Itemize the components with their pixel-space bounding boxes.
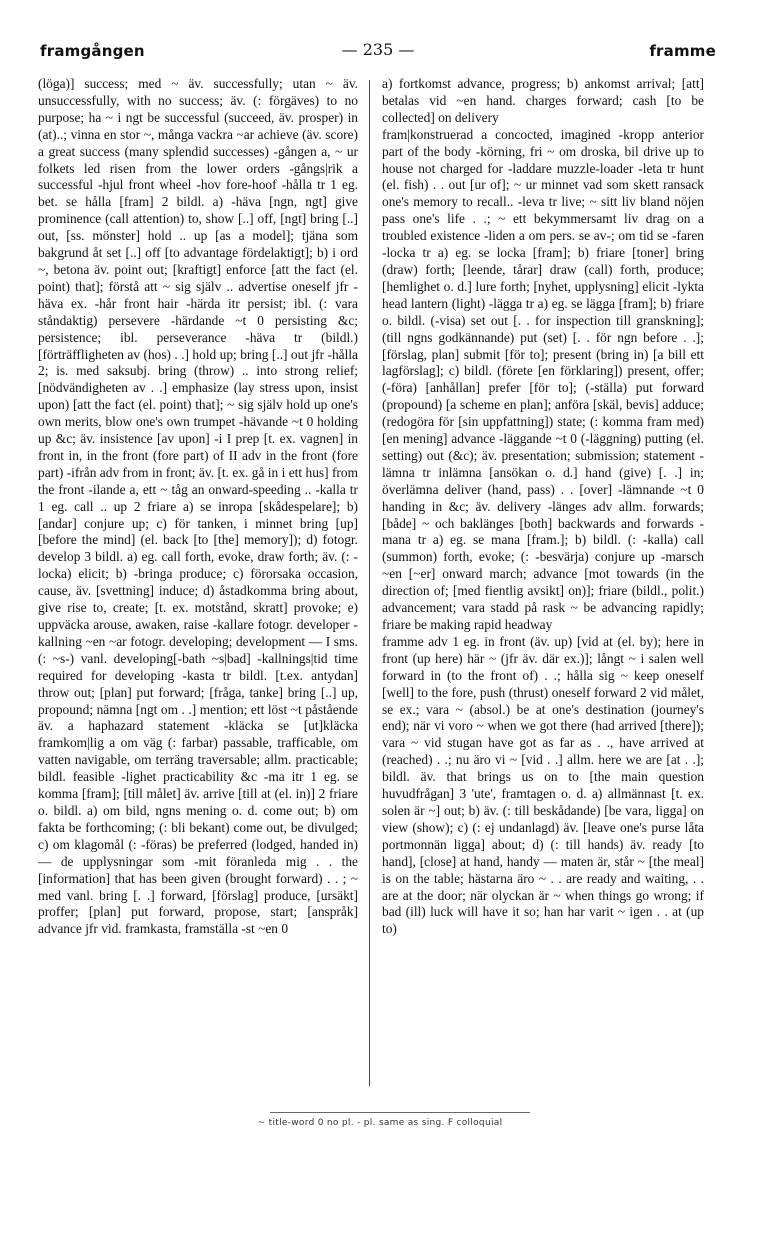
page-header [40, 42, 716, 64]
dictionary-entry-block: framme adv 1 eg. in front (äv. up) [vid at (el. by); here in front (up here) här ~ (jfr äv. där ex.)]; långt ~ i salen well forward in (to the front of) . .; hålla sig ~ keep oneself [well] to the fore, push (thrust) oneself forward 2 vid målet, se ex.; vara ~ (absol.) be at one's destination (journey's end); när vi voro ~ when we got there (had arrived [there]); vara ~ vid stugan have got as far as . ., have arrived at (reached) . .; nu äro vi ~ [vid . .] allm. here we are [at . .]; bildl. äv. that brings us on to [the main question huvudfrågan] 3 'ute', framtagen o. d. a) allmännast [t. ex. solen är ~] out; b) äv. (: till beskådande) [be vara, ligga] on view (show); c) (: ej undanlagd) äv. [leave one's purse låta portmonnän ligga] about; d) (: till hands) äv. ready [to hand], [close] at hand, handy — maten är, står ~ [the meal] is on the table; hästarna äro ~ . . are ready and waiting, . . are at the door; när olyckan är ~ when things go wrong; if bad (ill) luck will have it so; han har varit ~ igen . . at (up to) [382, 633, 704, 937]
left-running-headword: framgången [40, 42, 145, 60]
dictionary-entry-block: (löga)] success; med ~ äv. successfully; utan ~ äv. unsuccessfully, with no success; äv. (: förgäves) to no purpose; ha ~ i ngt be successful (succeed, äv. prosper) in (at)..; vinna en stor ~, många vackra ~ar achieve (äv. score) a great success (many splendid successes) -gången a, ~ ur folkets led risen from the lower orders -gångs|rik a successful -hjul front wheel -hov fore-hoof -hålla tr 1 eg. bet. se hålla [fram] 2 bildl. a) -häva [ngn, ngt] give prominence (call attention) to, show [..] off, [ngt] bring [..] out, [ss. mönster] hold .. up [as a model]; tjäna som bakgrund åt set [..] off [to advantage fördelaktigt]; b) i ord ~, betona äv. point out; [kraftigt] enforce [att the fact (el. point) that]; förstå att ~ sig själv .. advertise oneself jfr -häva ex. -hår front hair -härda itr persist; ibl. (: vara ståndaktig) persevere -härdande ~t 0 persisting &c; persistence; ibl. perseverance -häva tr (bildl.) [förträffligheten av (hos) . .] hold up; bring [..] out jfr -hålla 2; is. med saksubj. bring (throw) .. into strong relief; [nödvändigheten av . .] emphasize (lay stress upon, insist upon) [att the fact (el. point) that]; ~ sig själv hold up one's own merits, blow one's own trumpet -hävande ~t 0 holding up &c; äv. insistence [av upon] -i I prep [t. ex. vagnen] in front in, in the front (fore part) of II adv in the front (fore part) -ifrån adv from in front; äv. [t. ex. gå in i ett hus] from the front -ilande a, ett ~ tåg an onward-speeding .. -kalla tr 1 eg. call .. up 2 friare a) se inropa [skådespelare]; b) [andar] conjure up; c) för tanken, i minnet bring [up] [before the mind] (el. back [to [the] memory]); d) fotogr. develop 3 bildl. a) eg. call forth, evoke, draw forth; äv. (: -locka) elicit; b) -bringa produce; c) förorsaka occasion, cause, äv. [svettning] induce; d) åstadkomma bring about, give rise to, create; [t. ex. motstånd, skratt] provoke; e) uppväcka arouse, awaken, raise -kallare fotogr. developer -kallning ~en ~ar fotogr. developing; development — I sms. (: ~s-) vanl. developing[-bath ~s|bad] -kallnings|tid time required for developing -kasta tr bildl. [t.ex. antydan] throw out; [plan] put forward; [fråga, tanke] bring [..] up, propound; nämna [ngt om . .] mention; ett löst ~t påstående äv. a haphazard statement -kläcka se [ut]kläcka framkom|lig a om väg (: farbar) passable, trafficable, om vatten navigable, om terräng traversable; allm. practicable; bildl. feasible -lighet practicability &c -ma itr 1 eg. se komma [fram]; [till målet] äv. arrive [till at (el. in)] 2 friare o. bildl. a) om bild, ngns mening o. d. come out; b) om fakta be forthcoming; (: bli bekant) come out, be divulged; c) om klagomål (: -föras) be preferred (lodged, handed in) — de upplysningar som -mit föranleda mig . . the [information] that has been given (brought forward) . . ; ~ med vanl. bring [. .] forward, [förslag] produce, [ursäkt] proffer; [plan] put forward, propose, start; [anspråk] advance jfr vid. framkasta, framställa -st ~en 0 [38, 76, 358, 937]
dictionary-entry-block: fram|konstruerad a concocted, imagined -kropp anterior part of the body -körning, fri ~ om droska, bil drive up to house not charged for -laddare muzzle-loader -leta tr hunt (el. fish) . . out [ur of]; ~ ur minnet vad som skett ransack one's memory to recall.. -leva tr live; ~ sitt liv bland nöjen pass one's life . .; ~ ett bekymmersamt liv drag on a troubled existence -liden a om pers. se av-; om tid se -faren -locka tr a) eg. se locka [fram]; b) friare [toner] bring (draw) forth; [leende, tårar] draw (call) forth, produce; [hemlighet o. d.] lure forth; [nyhet, upplysning] elicit -lykta head lantern (light) -lägga tr a) eg. se lägga [fram]; b) friare o. bildl. (-visa) set out [. . for inspection till granskning]; (till ngns godkännande) put (set) [. . för ngn before . .]; [förslag, plan] submit [för to]; present (bring in) [a bill ett lagförslag]; c) bildl. (förete [en förklaring]) present, offer; (-föra) [anhållan] prefer [för to]; (-ställa) put forward (propound) [a scheme en plan]; anföra [skäl, bevis] adduce; (redogöra för [sin uppfattning]) state; (: komma fram med) [en mening] advance -läggande ~t 0 (-läggning) putting (el. setting) out (&c); äv. presentation; submission; statement -lämna tr inlämna [ansökan o. d.] hand (give) [. .] in; överlämna deliver (hand, pass) . . [over] -lämnande ~t 0 handing in &c; äv. delivery -länges adv allm. forwards; [både] ~ och baklänges [both] backwards and forwards -mana tr a) eg. se mana [fram.]; b) bildl. (: -kalla) call (summon) forth, evoke; (: -besvärja) conjure up -marsch ~en [~er] onward march; advance [mot towards (in the direction of; [med fientlig avsikt] on)]; friare (bildl., polit.) advancement; vara stadd på rask ~ be advancing rapidly; friare be making rapid headway [382, 126, 704, 632]
page-number: — 235 — [341, 40, 415, 59]
left-column [38, 76, 358, 938]
dictionary-entry-block: a) fortkomst advance, progress; b) ankomst arrival; [att] betalas vid ~en hand. charges forward; cash [to be collected] on delivery [382, 76, 704, 125]
abbreviation-legend: ~ title-word 0 no pl. - pl. same as sing. F colloquial [257, 1118, 503, 1128]
right-running-headword: framme [649, 42, 716, 60]
column-divider [369, 80, 370, 1086]
right-column [382, 76, 704, 938]
footer-rule [270, 1112, 530, 1113]
